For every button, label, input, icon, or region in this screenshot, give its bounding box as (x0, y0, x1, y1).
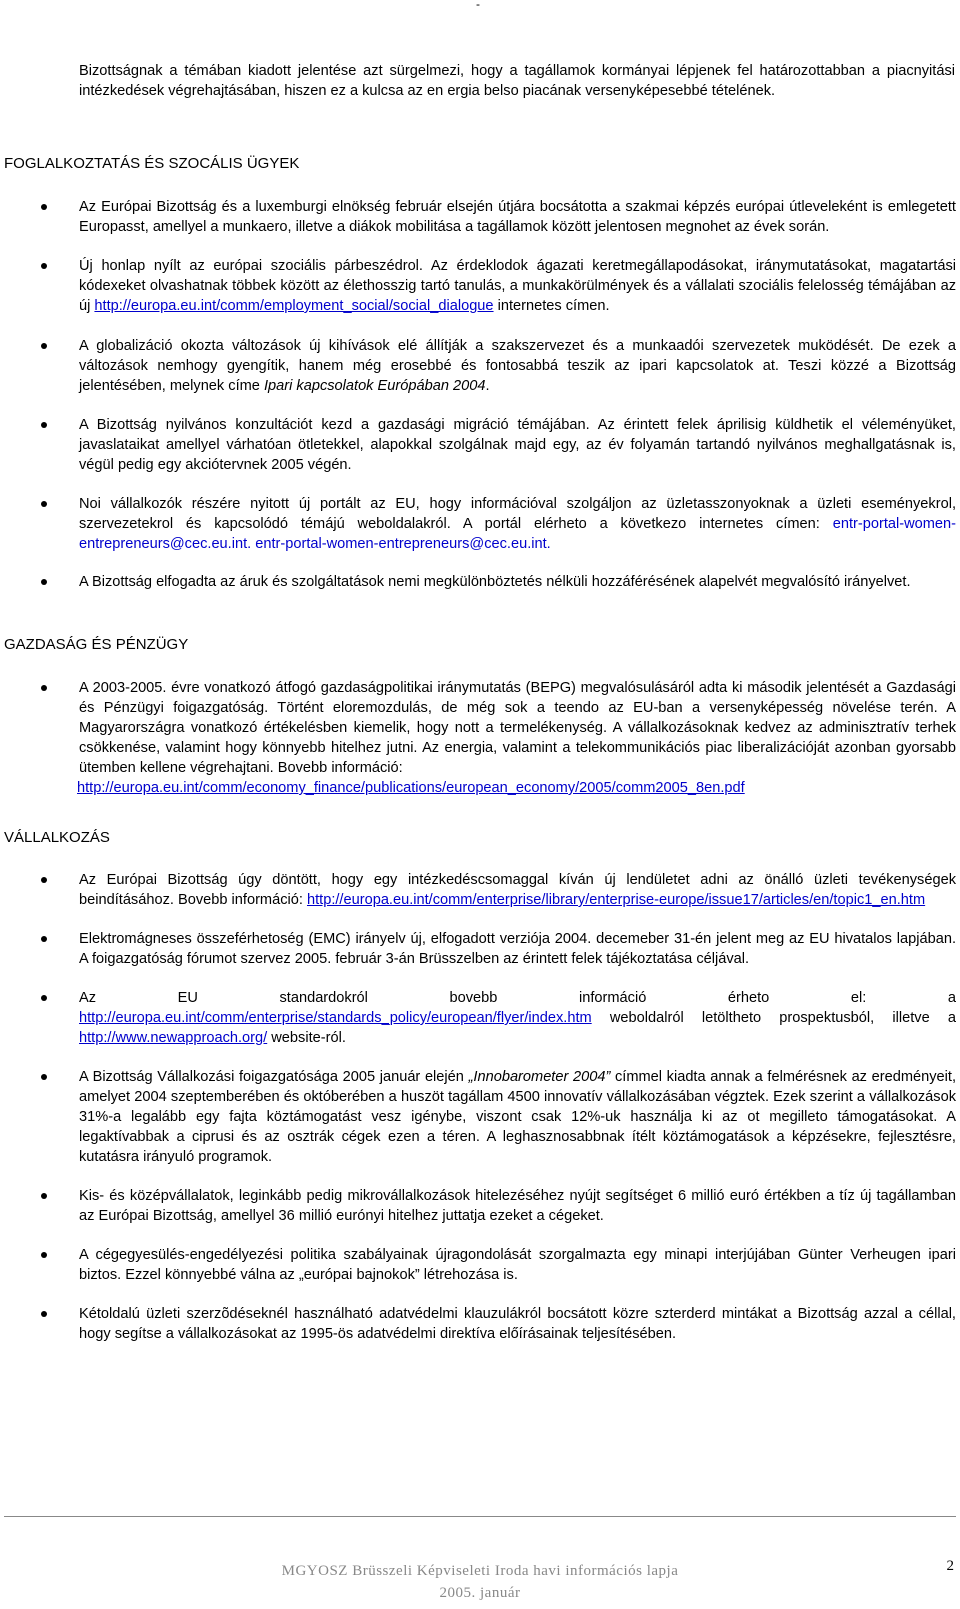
list-item (0, 1245, 956, 1285)
top-mark: - (476, 0, 480, 11)
bullet-text: . (485, 378, 490, 394)
list-item (0, 572, 956, 592)
footer-date: 2005. január (439, 1585, 521, 1601)
page-number: 2 (946, 1558, 954, 1574)
portal-email-link[interactable]: entr-portal-women-entrepreneurs@cec.eu.int. entr-portal-women-entrepreneurs@cec.eu.int. (79, 516, 956, 552)
bullet-text: weboldalról letöltheto prospektusból, illetve a (609, 1010, 956, 1026)
intro-paragraph: Bizottságnak a témában kiadott jelentése azt sürgelmezi, hogy a tagállamok kormányai lépjenek fel határozottabban a piacnyitási intézkedések végrehajtásában, hiszen ez a kulcsa az en ergia belso piacának versenyképesebbé tételének. (79, 63, 955, 99)
bullet-text: Az EU standardokról bovebb információ érheto el: a (79, 990, 956, 1006)
list-item (0, 1304, 956, 1344)
section-heading-economy: GAZDASÁG ÉS PÉNZÜGY (4, 636, 189, 653)
standards-flyer-link[interactable]: http://europa.eu.int/comm/enterprise/standards_policy/european/flyer/index.htm (79, 1010, 592, 1026)
list-item (0, 929, 956, 969)
enterprise-bullet-list (0, 870, 956, 1344)
economy-report-link[interactable]: http://europa.eu.int/comm/economy_finance/publications/european_economy/2005/comm2005_8en.pdf (77, 780, 745, 796)
bullet-text: A Bizottság nyilvános konzultációt kezd a gazdasági migráció témájában. Az érintett felek áprilisig küldhetik el véleményüket, javaslataikat amellyel várhatóan ötletekkel, alapokkal szolgálnak majd egy, az év folyamán tartandó nyilvános meghallgatásnak is, végül pedig egy akciótervnek 2005 végén. (79, 417, 956, 473)
bullet-text: A Bizottság elfogadta az áruk és szolgáltatások nemi megkülönböztetés nélküli hozzáférésének alapelvét megvalósító irányelvet. (79, 574, 911, 590)
enterprise-library-link[interactable]: http://europa.eu.int/comm/enterprise/library/enterprise-europe/issue17/articles/en/topic1_en.htm (306, 892, 926, 908)
bullet-text: Az Európai Bizottság úgy döntött, hogy egy intézkedéscsomaggal kíván új lendületet adni az önálló üzleti tevékenységek beindításához. Bovebb információ: (79, 872, 956, 908)
list-item (0, 336, 956, 396)
newapproach-link[interactable]: http://www.newapproach.org/ (79, 1030, 268, 1046)
list-item (0, 1067, 956, 1167)
list-item (0, 197, 956, 237)
bullet-text: A cégegyesülés-engedélyezési politika szabályainak újragondolását szorgalmazta egy minapi interjújában Günter Verheugen ipari biztos. Ezzel könnyebbé válna az „európai bajnokok” létrehozása is. (79, 1247, 956, 1283)
list-item (0, 256, 956, 316)
footer-divider (4, 1516, 956, 1517)
list-item (0, 870, 956, 910)
section-heading-social: FOGLALKOZTATÁS ÉS SZOCÁLIS ÜGYEK (4, 155, 300, 172)
bullet-text: Elektromágneses összeférhetoség (EMC) irányelv új, elfogadott verziója 2004. decemeber 31-én jelent meg az EU hivatalos lapjában. A foigazgatóság fórumot szervez 2005. február 3-án Brüsszelben az érintett felek tájékoztatása céljával. (79, 931, 956, 967)
footer (0, 1560, 960, 1604)
list-item (0, 1186, 956, 1226)
report-title: Ipari kapcsolatok Európában 2004 (263, 378, 486, 394)
bullet-text: Kis- és középvállalatok, leginkább pedig mikrovállalkozások hitelezéséhez nyújt segítséget 6 millió euró értékben a tíz új tagállamban az Európai Bizottság, amellyel 36 millió eurónyi hitelhez juttatja ezeket a cégeket. (79, 1188, 956, 1224)
bullet-text: Az Európai Bizottság és a luxemburgi elnökség február elsején útjára bocsátotta a szakmai képzés európai útleveleként is emlegetett Europasst, amellyel a munkaero, illetve a diákok mobilitása a tagállamok között jelentosen megnohet az évek során. (79, 199, 956, 235)
bullet-text: Új honlap nyílt az európai szociális párbeszédrol. Az érdeklodok ágazati keretmegállapodásokat, iránymutatásokat, magatartási kódexeket olvashatnak többek között az élethosszig tartó tanulás, a munkakörülmények és a vállalati szociális felelosség témájában az új (79, 258, 956, 314)
economy-bullet-list (0, 678, 956, 798)
bullet-text: internetes címen. (497, 298, 610, 314)
list-item (0, 415, 956, 475)
footer-publication: MGYOSZ Brüsszeli Képviseleti Iroda havi információs lapja (281, 1563, 679, 1579)
bullet-text: A 2003-2005. évre vonatkozó átfogó gazdaságpolitikai iránymutatás (BEPG) megvalósulásáról adta ki második jelentését a Gazdasági és Pénzügyi foigazgatóság. Történt eloremozdulás, de még sok a teendo az EU-ban a versenyképesség növelése terén. A Magyarországra vonatkozó értékelésben kiemelik, hogy nott a termelékenység. A vállalkozásoknak kedvez az adminisztratív terhek csökkenése, valamint hogy könnyebb hitelhez jutni. Az energia, valamint a telekommunikációs piac liberalizációját azonban gyorsabb ütemben kellene végrehajtani. Bovebb információ: (79, 680, 956, 776)
bullet-text: website-ról. (271, 1030, 346, 1046)
bullet-text: A globalizáció okozta változások új kihívások elé állítják a szakszervezet és a munkaadói szervezetek muködését. De ezek a változások nemhogy gyengítik, hanem még erosebbé és fontosabbá teszik az ipari kapcsolatok at. Teszi közzé a Bizottság jelentésében, melynek címe (79, 338, 956, 394)
list-item (0, 988, 956, 1048)
bullet-text: címmel kiadta annak a felmérésnek az eredményeit, amelyet 2004 szeptemberében és októberében a huszöt tagállam 4500 innovatív vállalkozásában végztek. Ezek szerint a vállalkozások 31%-a legalább egy fajta köztámogatást vesz igénybe, viszont csak 12%-uk használja ki az ot megilleto támogatásokat. A legaktívabbak a ciprusi és az osztrák cégek ezen a téren. A leghasznosabbnak ítélt köztámogatások a képzésekre, fejlesztésre, kutatásra irányuló programok. (79, 1069, 956, 1165)
list-item (0, 678, 956, 798)
survey-title: „Innobarometer 2004” (468, 1069, 611, 1085)
section-heading-enterprise: VÁLLALKOZÁS (4, 829, 110, 846)
bullet-text: Noi vállalkozók részére nyitott új portált az EU, hogy információval szolgáljon az üzletasszonyoknak a üzleti eseményekrol, szervezetekrol és kapcsolódó témájú weboldalakról. A portál elérheto a következo internetes címen: (79, 496, 956, 532)
social-bullet-list (0, 197, 956, 612)
list-item (0, 494, 956, 554)
bullet-text: A Bizottság Vállalkozási foigazgatósága 2005 január elején (79, 1069, 464, 1085)
social-dialogue-link[interactable]: http://europa.eu.int/comm/employment_social/social_dialogue (94, 298, 494, 314)
bullet-text: Kétoldalú üzleti szerzõdéseknél használható adatvédelmi klauzulákról bocsátott közre szterderd mintákat a Bizottság azzal a céllal, hogy segítse a vállalkozásokat az 1995-ös adatvédelmi direktíva előírásainak teljesítésében. (79, 1306, 956, 1342)
